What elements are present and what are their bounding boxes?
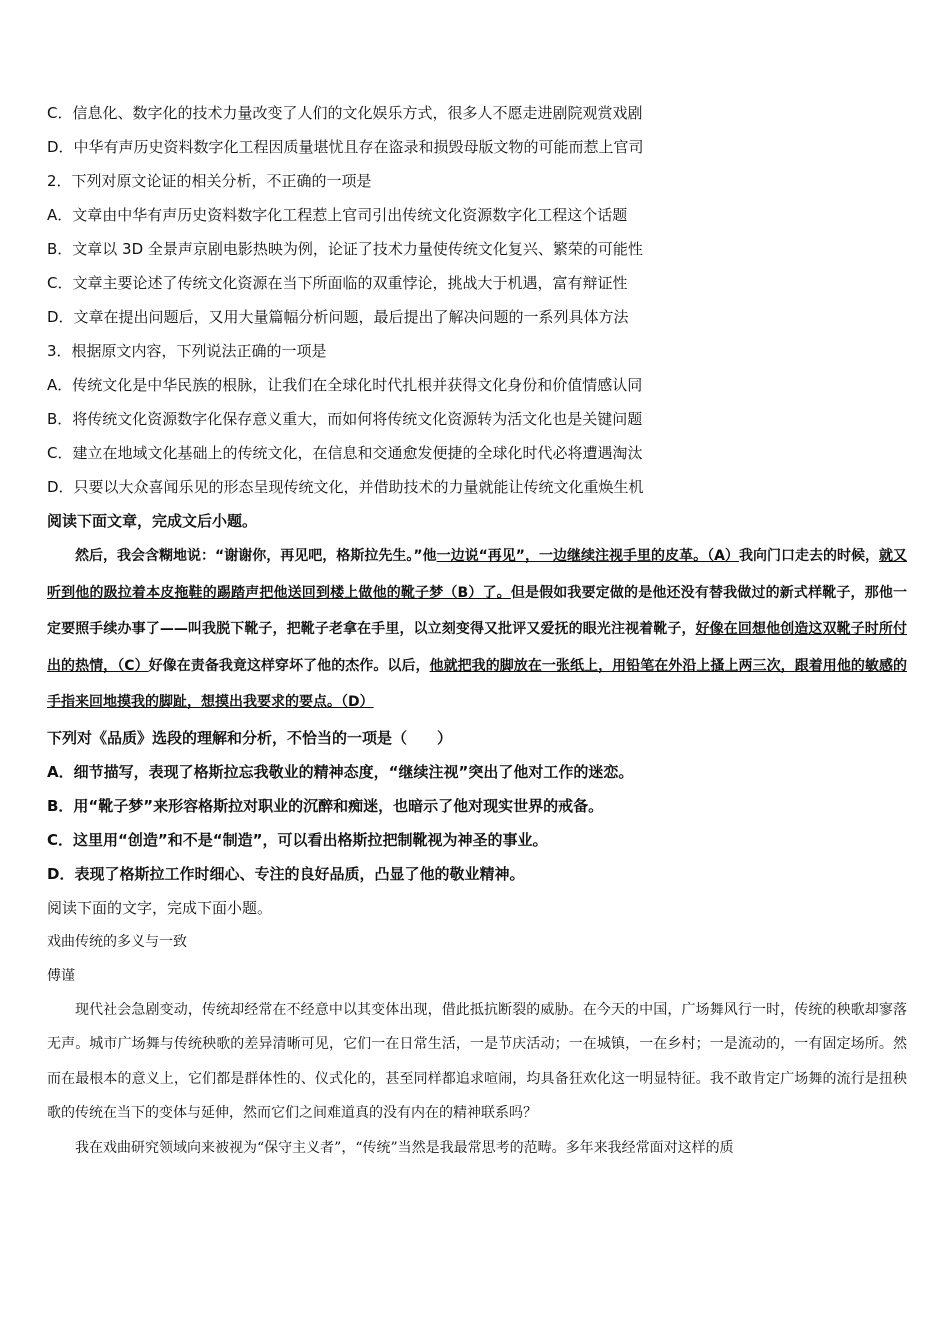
article-paragraph: 现代社会急剧变动，传统却经常在不经意中以其变体出现，借此抵抗断裂的威胁。在今天的中国，广场舞风行一时，传统的秧歌却寥落无声。城市广场舞与传统秧歌的差异清晰可见，它们一在日常生活，一是节庆活动；一在城镇，一在乡村；一是流动的，一有固定场所。然而在最根本的意义上，它们都是群体性的、仪式化的，甚至同样都追求喧闹，均具备狂欢化这一明显特征。我不敢肯定广场舞的流行是扭秧歌的传统在当下的变体与延伸，然而它们之间难道真的没有内在的精神联系吗？ — [47, 1001, 907, 1121]
section2-question-stem: 下列对《品质》选段的理解和分析，不恰当的一项是（ ） — [47, 728, 453, 747]
section3-heading: 阅读下面的文字，完成下面小题。 — [47, 898, 273, 917]
passage-underline-b: 就又听到他的趿拉着本皮拖鞋的踢踏声把他送回到楼上做他的靴子梦（B）了。 — [47, 548, 908, 601]
q3-option-d: D．只要以大众喜闻乐见的形态呈现传统文化，并借助技术的力量就能让传统文化重焕生机 — [47, 478, 644, 496]
passage-underline-d: 他就把我的脚放在一张纸上，用铅笔在外沿上搔上两三次，跟着用他的敏感的手指来回地摸我的脚趾，想摸出我要求的要点。（D） — [47, 657, 908, 710]
document-page — [47, 96, 907, 1165]
article-paragraph: 我在戏曲研究领域向来被视为“保守主义者”，“传统”当然是我最常思考的范畴。多年来我经常面对这样的质 — [75, 1139, 734, 1156]
q1-option-d: D．中华有声历史资料数字化工程因质量堪忧且存在盗录和损毁母版文物的可能而惹上官司 — [47, 138, 644, 156]
q2-option-c: C．文章主要论述了传统文化资源在当下所面临的双重悖论，挑战大于机遇，富有辩证性 — [47, 274, 628, 292]
quality-passage — [47, 538, 907, 721]
q2-option-b: B．文章以 3D 全景声京剧电影热映为例，论证了技术力量使传统文化复兴、繁荣的可能性 — [47, 240, 643, 258]
q3-stem: 3．根据原文内容，下列说法正确的一项是 — [47, 342, 327, 360]
passage-text: 我向门口走去的时候， — [738, 548, 879, 564]
passage-text: 好像在责备我竟这样穿坏了他的杰作。以后， — [148, 657, 430, 674]
section2-heading: 阅读下面文章，完成文后小题。 — [47, 512, 258, 530]
q2-option-a: A．文章由中华有声历史资料数字化工程惹上官司引出传统文化资源数字化工程这个话题 — [47, 206, 628, 224]
q2-option-d: D．文章在提出问题后，又用大量篇幅分析问题，最后提出了解决问题的一系列具体方法 — [47, 308, 629, 326]
q3-option-c: C．建立在地域文化基础上的传统文化，在信息和交通愈发便捷的全球化时代必将遭遇淘汰 — [47, 444, 643, 462]
section2-option-d: D．表现了格斯拉工作时细心、专注的良好品质，凸显了他的敬业精神。 — [47, 864, 525, 883]
section2-option-c: C．这里用“创造”和不是“制造”，可以看出格斯拉把制靴视为神圣的事业。 — [47, 830, 548, 849]
q3-option-b: B．将传统文化资源数字化保存意义重大，而如何将传统文化资源转为活文化也是关键问题 — [47, 410, 643, 428]
article-author: 傅谨 — [47, 967, 75, 984]
article-title: 戏曲传统的多义与一致 — [47, 933, 187, 950]
passage-underline-c: 好像在回想他创造这双靴子时所付出的热情，（C） — [47, 621, 908, 674]
q3-option-a: A．传统文化是中华民族的根脉，让我们在全球化时代扎根并获得文化身份和价值情感认同 — [47, 376, 643, 394]
q2-stem: 2．下列对原文论证的相关分析，不正确的一项是 — [47, 172, 372, 190]
q1-option-c: C．信息化、数字化的技术力量改变了人们的文化娱乐方式，很多人不愿走进剧院观赏戏剧 — [47, 104, 643, 122]
passage-underline-a: 一边说“再见”，一边继续注视手里的皮革。（A） — [436, 548, 739, 564]
section2-option-a: A．细节描写，表现了格斯拉忘我敬业的精神态度，“继续注视”突出了他对工作的迷恋。 — [47, 762, 634, 781]
passage-text: 但是假如我要定做的是他还没有替我做过的新式样靴子，那他一定要照手续办事了——叫我脱下靴子，把靴子老拿在手里，以立刻变得又批评又爱抚的眼光注视着靴子， — [47, 584, 908, 637]
passage-text: 然后，我会含糊地说：“谢谢你，再见吧，格斯拉先生。”他 — [75, 548, 437, 564]
section2-option-b: B．用“靴子梦”来形容格斯拉对职业的沉醉和痴迷，也暗示了他对现实世界的戒备。 — [47, 796, 604, 815]
